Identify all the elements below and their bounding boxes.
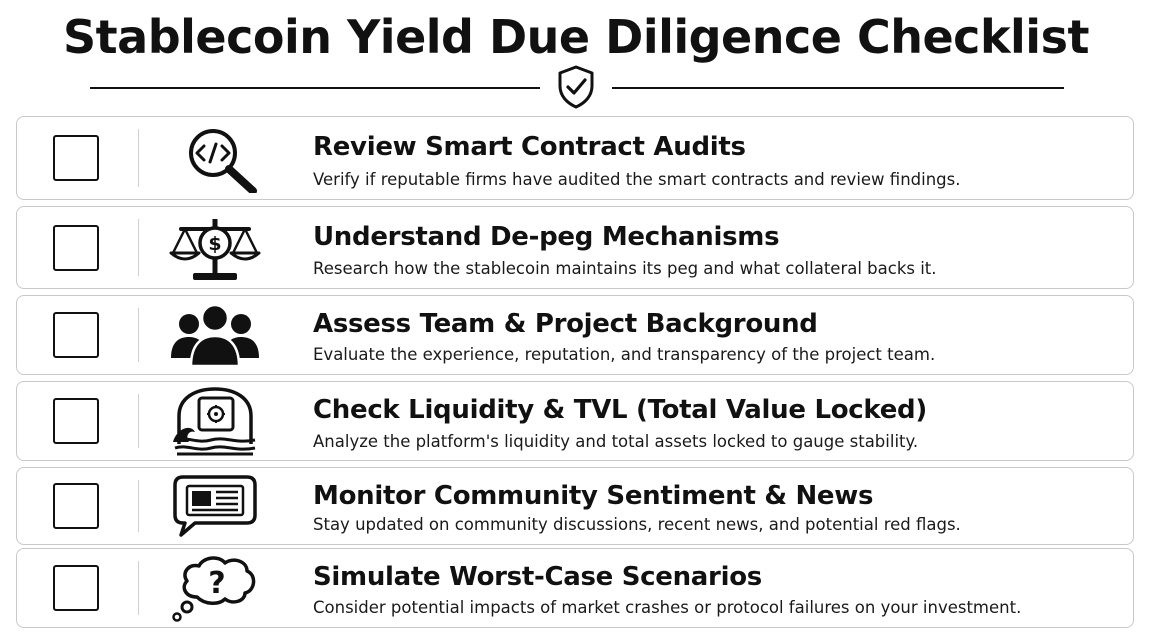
checkbox[interactable] <box>53 312 99 358</box>
checklist-item <box>16 116 1134 200</box>
item-description: Verify if reputable firms have audited the smart contracts and review findings. <box>313 170 961 189</box>
item-description: Research how the stablecoin maintains its peg and what collateral backs it. <box>313 259 937 278</box>
divider <box>138 394 139 448</box>
item-title: Monitor Community Sentiment & News <box>313 481 874 511</box>
divider <box>138 561 139 615</box>
checklist-item <box>16 548 1134 628</box>
balance-scale-dollar-icon <box>167 213 263 283</box>
checklist-item <box>16 467 1134 545</box>
checkbox[interactable] <box>53 135 99 181</box>
item-description: Evaluate the experience, reputation, and transparency of the project team. <box>313 345 936 364</box>
magnifier-code-icon <box>167 123 263 193</box>
page-title: Stablecoin Yield Due Diligence Checklist <box>63 10 1089 64</box>
item-description: Stay updated on community discussions, recent news, and potential red flags. <box>313 515 961 534</box>
team-icon <box>167 300 263 370</box>
checklist-item <box>16 295 1134 375</box>
title-divider-left <box>90 87 540 89</box>
item-title: Review Smart Contract Audits <box>313 132 746 162</box>
item-description: Analyze the platform's liquidity and total assets locked to gauge stability. <box>313 432 919 451</box>
checkbox[interactable] <box>53 483 99 529</box>
svg-text:?: ? <box>208 566 226 601</box>
svg-text:$: $ <box>208 232 222 255</box>
item-description: Consider potential impacts of market crashes or protocol failures on your investment. <box>313 598 1022 617</box>
item-title: Understand De-peg Mechanisms <box>313 222 780 252</box>
thought-bubble-question-icon <box>167 553 263 623</box>
divider <box>138 480 139 532</box>
news-speech-bubble-icon <box>167 471 263 541</box>
item-title: Simulate Worst-Case Scenarios <box>313 562 762 592</box>
divider <box>138 129 139 187</box>
divider <box>138 219 139 276</box>
checklist-item <box>16 206 1134 289</box>
checkbox[interactable] <box>53 565 99 611</box>
item-title: Check Liquidity & TVL (Total Value Locked) <box>313 395 927 425</box>
item-title: Assess Team & Project Background <box>313 309 818 339</box>
shield-check-icon <box>556 64 596 110</box>
title-divider-right <box>612 87 1064 89</box>
divider <box>138 308 139 362</box>
vault-wave-icon <box>167 386 263 456</box>
checklist-item <box>16 381 1134 461</box>
checkbox[interactable] <box>53 398 99 444</box>
checkbox[interactable] <box>53 225 99 271</box>
